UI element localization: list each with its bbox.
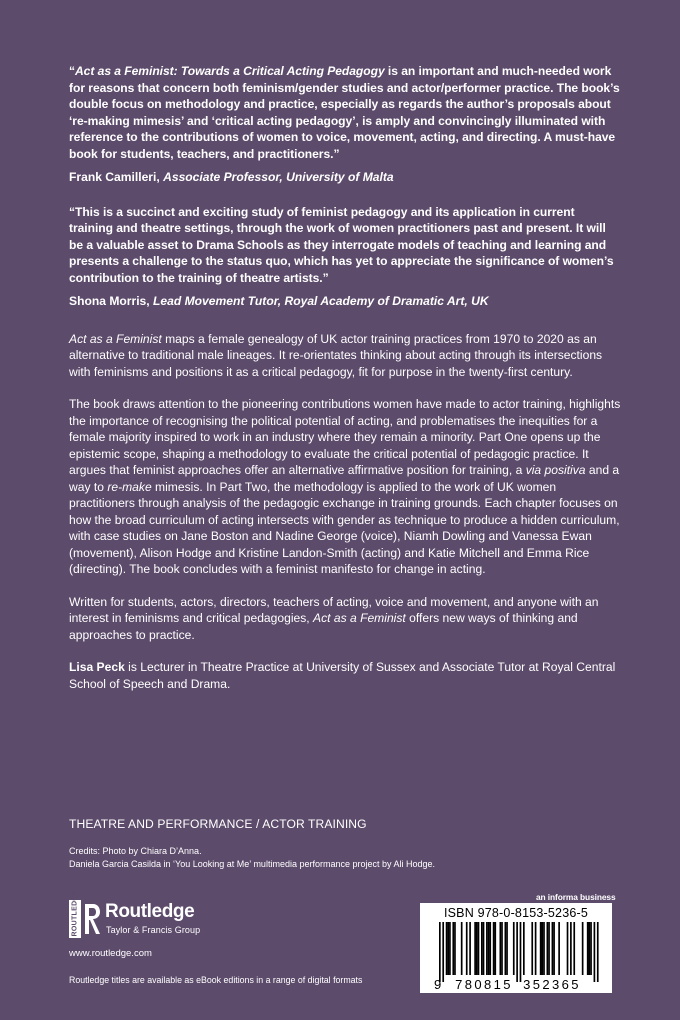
publisher-group: Taylor & Francis Group bbox=[106, 925, 201, 935]
barcode-bar bbox=[449, 922, 451, 975]
barcode-bar bbox=[523, 922, 525, 975]
barcode-bar bbox=[488, 922, 490, 975]
paragraph-text: The book draws attention to the pioneering contributions women have made to actor training, highlights the importance of recognising the political potential of acting, and problematises the inequities for a female majority inspired to work in an industry where they remain a minority. Part One opens up the epistemic scope, shaping a methodology to evaluate the critical potential of pedagogic practice. It argues that feminist approaches offer an alternative affirmative position for training, a bbox=[69, 397, 621, 478]
barcode-bar bbox=[454, 922, 456, 975]
barcode-bar bbox=[570, 922, 572, 975]
barcode-bar bbox=[594, 922, 596, 982]
credits-line-2: Daniela Garcia Casilda in ‘You Looking at Me’ multimedia performance project by Ali Hodge. bbox=[69, 858, 436, 869]
barcode-bar bbox=[573, 922, 575, 975]
author-name: Lisa Peck bbox=[69, 660, 125, 675]
barcode-bar bbox=[590, 922, 592, 975]
quote-open-mark: “ bbox=[69, 64, 75, 78]
barcode-bar bbox=[489, 922, 491, 975]
description-paragraph-2 bbox=[69, 396, 621, 578]
barcode-bar bbox=[486, 922, 488, 975]
endorsement-attribution-2 bbox=[69, 293, 621, 309]
barcode-graphic bbox=[420, 903, 612, 993]
publisher-name: Routledge bbox=[105, 901, 195, 922]
paragraph-text: Written for students, actors, directors, teachers of acting, voice and movement, and anyone with an interest in feminisms and critical pedagogies, bbox=[69, 594, 599, 626]
barcode-bar bbox=[553, 922, 555, 975]
barcode-bar bbox=[478, 922, 480, 975]
barcode-bar bbox=[447, 922, 449, 975]
isbn-barcode bbox=[420, 903, 612, 993]
barcode-bar bbox=[466, 922, 468, 975]
endorser-role: Associate Professor, University of Malta bbox=[163, 169, 394, 184]
barcode-bar bbox=[597, 922, 599, 982]
isbn-label: ISBN 978-0-8153-5236-5 bbox=[443, 906, 589, 920]
barcode-bar bbox=[476, 922, 478, 975]
barcode-digit-first: 9 bbox=[434, 977, 442, 992]
book-title-italic: Act as a Feminist bbox=[313, 611, 406, 626]
endorser-role: Lead Movement Tutor, Royal Academy of Dramatic Art, UK bbox=[153, 293, 489, 308]
italic-term: via positiva bbox=[525, 463, 586, 478]
endorsement-quote-2: “This is a succinct and exciting study of feminist pedagogy and its application in current training and theatre settings, through the work of women practitioners past and present. It will be a valuable asset to Drama Schools as they interrogate models of teaching and learning and presents a challenge to the status quo, which has yet to appreciate the significance of women’s contribution to the training of theatre artists.” bbox=[69, 204, 614, 285]
author-bio bbox=[69, 659, 621, 692]
informa-tagline: an informa business bbox=[536, 892, 616, 902]
barcode-bar bbox=[540, 922, 542, 975]
barcode-bar bbox=[543, 922, 545, 975]
barcode-bar bbox=[474, 922, 476, 975]
barcode-bar bbox=[442, 922, 444, 982]
barcode-bar bbox=[567, 922, 569, 975]
barcode-bar bbox=[469, 922, 471, 975]
ebook-note: Routledge titles are available as eBook editions in a range of digital formats bbox=[69, 975, 363, 985]
barcode-digits-right: 352365 bbox=[523, 977, 581, 992]
barcode-bar bbox=[558, 922, 560, 975]
author-bio-text: is Lecturer in Theatre Practice at University of Sussex and Associate Tutor at Royal Central School of Speech and Drama. bbox=[69, 660, 616, 691]
barcode-bar bbox=[452, 922, 454, 975]
barcode-digits-left: 780815 bbox=[455, 977, 513, 992]
vertical-brand-text: ROUTLEDGE bbox=[71, 889, 79, 937]
endorsement-attribution-1 bbox=[69, 169, 621, 185]
endorser-name: Shona Morris, bbox=[69, 293, 153, 308]
barcode-bar bbox=[439, 922, 441, 982]
barcode-bar bbox=[516, 922, 518, 982]
photo-credits bbox=[69, 845, 435, 870]
book-title-italic: Act as a Feminist bbox=[69, 331, 162, 346]
barcode-bar bbox=[483, 922, 485, 975]
routledge-r-icon bbox=[83, 900, 103, 938]
credits-line-1: Credits: Photo by Chiara D’Anna. bbox=[69, 846, 202, 856]
barcode-bar bbox=[494, 922, 496, 975]
subject-category: THEATRE AND PERFORMANCE / ACTOR TRAINING bbox=[69, 817, 367, 831]
barcode-bar bbox=[506, 922, 508, 975]
barcode-bar bbox=[481, 922, 483, 975]
barcode-bar bbox=[547, 922, 549, 975]
quote-1-text: is an important and much-needed work for reasons that concern both feminism/gender studies and actor/performer practice. The book’s double focus on methodology and practice, especially as regards the author’s proposals about ‘re-making mimesis’ and ‘critical acting pedagogy’, is amply and convincingly illuminated with reference to the contributions of women to voice, movement, acting, and directing. A must-have book for students, teachers, and practitioners.” bbox=[69, 64, 620, 161]
description-paragraph-1 bbox=[69, 331, 621, 381]
barcode-bar bbox=[589, 922, 591, 975]
description-paragraph-3 bbox=[69, 594, 621, 644]
italic-term: re-make bbox=[107, 479, 152, 494]
barcode-bar bbox=[587, 922, 589, 975]
barcode-bar bbox=[548, 922, 550, 975]
routledge-logo bbox=[69, 889, 269, 940]
barcode-bar bbox=[541, 922, 543, 975]
barcode-bar bbox=[501, 922, 503, 975]
paragraph-text: mimesis. In Part Two, the methodology is applied to the work of UK women practitioners through analysis of the pedagogic exchange in training grounds. Each chapter focuses on how the broad curriculum of acting intersects with gender as technique to produce a hidden curriculum, with case studies on Jane Boston and Nadine George (voice), Niamh Dowling and Vanessa Ewan (movement), Alison Hodge and Kristine Landon-Smith (acting) and Katie Mitchell and Emma Rice (directing). The book concludes with a feminist manifesto for change in acting. bbox=[69, 479, 620, 577]
barcode-bar bbox=[461, 922, 463, 975]
endorsement-quote-1 bbox=[69, 63, 621, 163]
routledge-vertical-mark bbox=[69, 889, 81, 938]
barcode-bar bbox=[505, 922, 507, 975]
barcode-bar bbox=[446, 922, 448, 975]
main-content bbox=[69, 60, 621, 692]
paragraph-text: offers new ways of thinking and approaches to practice. bbox=[69, 611, 578, 642]
quote-book-title: Act as a Feminist: Towards a Critical Acting Pedagogy bbox=[75, 64, 385, 78]
paragraph-text: and a way to bbox=[69, 463, 620, 494]
barcode-bar bbox=[493, 922, 495, 975]
barcode-bar bbox=[513, 922, 515, 975]
barcode-bars bbox=[439, 922, 599, 982]
publisher-website[interactable]: www.routledge.com bbox=[69, 948, 152, 959]
barcode-bar bbox=[552, 922, 554, 975]
barcode-bar bbox=[499, 922, 501, 975]
endorser-name: Frank Camilleri, bbox=[69, 169, 164, 184]
barcode-bar bbox=[531, 922, 533, 975]
paragraph-text: maps a female genealogy of UK actor training practices from 1970 to 2020 as an alternative to traditional male lineages. It re-orientates thinking about acting through its intersections with feminisms and positions it as a critical pedagogy, fit for purpose in the twenty-first century. bbox=[69, 331, 603, 379]
barcode-bar bbox=[535, 922, 537, 975]
barcode-bar bbox=[520, 922, 522, 982]
barcode-bar bbox=[582, 922, 584, 975]
